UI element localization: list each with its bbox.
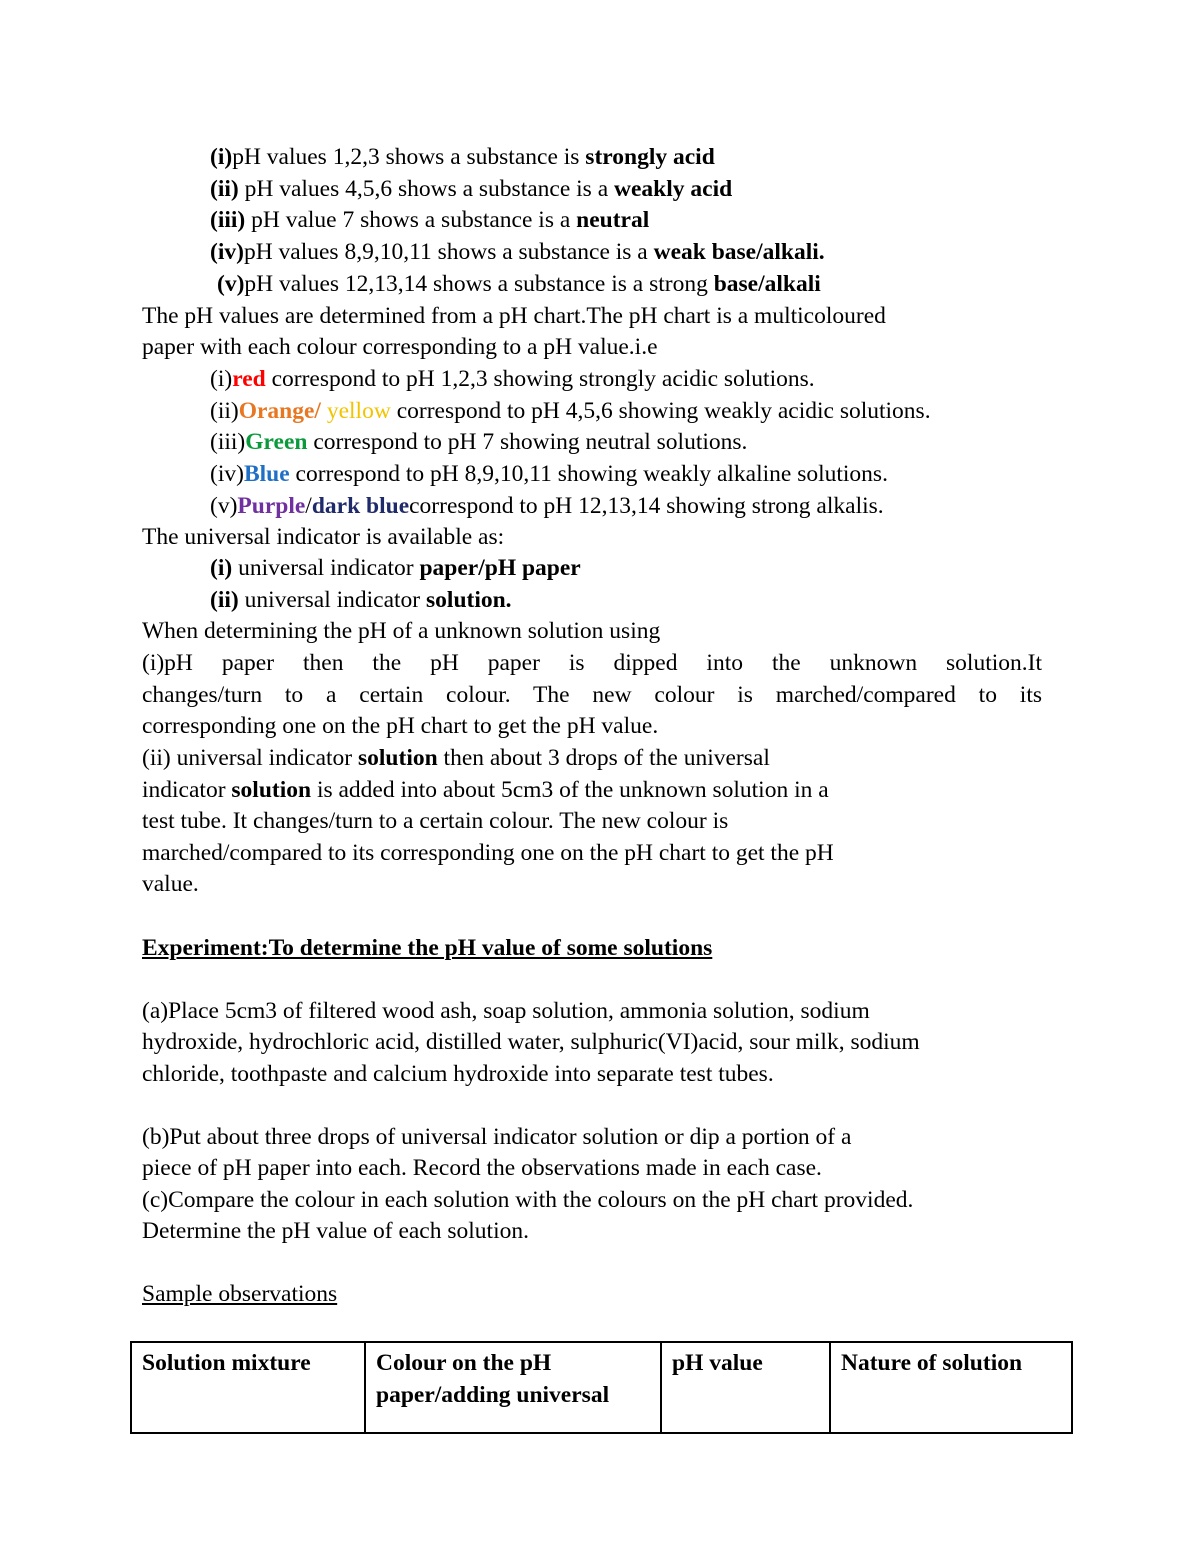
table-header-row — [131, 1342, 1072, 1433]
paragraph-line — [142, 775, 829, 805]
ph-range-item — [210, 205, 649, 235]
paragraph-line: (b)Put about three drops of universal indicator solution or dip a portion of a — [142, 1124, 852, 1150]
table-header-cell: Colour on the pH paper/adding universal — [365, 1342, 661, 1433]
ph-range-item — [210, 174, 732, 204]
item-text: pH values 8,9,10,11 shows a substance is a — [243, 239, 654, 265]
item-number: (ii) — [210, 176, 239, 202]
paragraph-line: (c)Compare the colour in each solution with the colours on the pH chart provided. — [142, 1187, 914, 1213]
chart-color-item — [210, 364, 815, 394]
experiment-title: Experiment:To determine the pH value of some solutions — [142, 935, 713, 961]
item-number: (v) — [210, 493, 238, 519]
paragraph-line: chloride, toothpaste and calcium hydroxide into separate test tubes. — [142, 1061, 774, 1087]
item-number: (v) — [217, 271, 245, 297]
color-word-blue: Blue — [243, 461, 290, 487]
item-text: correspond to pH 7 showing neutral solutions. — [307, 429, 748, 455]
bold-text: solution — [358, 745, 438, 771]
paragraph-line: When determining the pH of a unknown solution using — [142, 618, 661, 644]
item-number: (ii) — [210, 398, 239, 424]
table-header-cell: Solution mixture — [131, 1342, 365, 1433]
sample-heading: Sample observations — [142, 1281, 338, 1307]
item-text: pH values 1,2,3 shows a substance is — [232, 144, 586, 170]
item-bold-text: paper/pH paper — [419, 555, 581, 581]
paragraph-line — [142, 743, 770, 773]
color-word-red: red — [232, 366, 266, 392]
item-bold-text: strongly acid — [585, 144, 715, 170]
item-number: (i) — [210, 366, 233, 392]
paragraph-line: paper with each colour corresponding to a pH value.i.e — [142, 334, 658, 360]
item-bold-text: base/alkali — [713, 271, 821, 297]
text-span: then about 3 drops of the universal — [437, 745, 770, 771]
item-number: (iv) — [210, 461, 244, 487]
color-word-dark-blue: dark blue — [311, 493, 410, 519]
color-word-yellow: yellow — [320, 398, 391, 424]
text-span: (ii) universal indicator — [142, 745, 358, 771]
item-text: pH value 7 shows a substance is a — [245, 207, 577, 233]
item-number: (iv) — [210, 239, 244, 265]
paragraph-line: piece of pH paper into each. Record the observations made in each case. — [142, 1155, 822, 1181]
item-number: (iii) — [210, 429, 246, 455]
paragraph-line: Determine the pH value of each solution. — [142, 1218, 529, 1244]
ph-range-item — [217, 269, 821, 299]
paragraph-line: hydroxide, hydrochloric acid, distilled water, sulphuric(VI)acid, sour milk, sodium — [142, 1029, 920, 1055]
color-word-orange: Orange/ — [238, 398, 321, 424]
item-text: correspond to pH 8,9,10,11 showing weakly alkaline solutions. — [289, 461, 888, 487]
observations-table — [130, 1341, 1073, 1434]
paragraph-line: changes/turn to a certain colour. The new colour is marched/compared to its — [142, 682, 1042, 708]
item-number: (i) — [210, 144, 233, 170]
item-text: universal indicator — [232, 555, 420, 581]
indicator-form-item — [210, 553, 581, 583]
chart-color-item — [210, 459, 888, 489]
item-text: correspond to pH 12,13,14 showing strong alkalis. — [409, 493, 884, 519]
ph-range-item — [210, 237, 825, 267]
experiment-heading — [142, 933, 712, 963]
paragraph-line: The universal indicator is available as: — [142, 524, 505, 550]
item-text: universal indicator — [238, 587, 427, 613]
item-number: (iii) — [210, 207, 246, 233]
item-text: correspond to pH 1,2,3 showing strongly acidic solutions. — [265, 366, 815, 392]
paragraph-line: (a)Place 5cm3 of filtered wood ash, soap solution, ammonia solution, sodium — [142, 998, 870, 1024]
table-header-cell: pH value — [661, 1342, 830, 1433]
item-number: (ii) — [210, 587, 239, 613]
table-header-cell: Nature of solution — [830, 1342, 1072, 1433]
paragraph-line: value. — [142, 871, 199, 897]
separator: / — [305, 493, 312, 519]
item-bold-text: neutral — [576, 207, 650, 233]
color-word-purple: Purple — [237, 493, 306, 519]
item-text: correspond to pH 4,5,6 showing weakly acidic solutions. — [390, 398, 931, 424]
paragraph-line: (i)pH paper then the pH paper is dipped into the unknown solution.It — [142, 650, 1042, 676]
text-span: indicator — [142, 777, 232, 803]
item-bold-text: solution. — [426, 587, 512, 613]
item-text: pH values 12,13,14 shows a substance is a strong — [244, 271, 714, 297]
item-text: pH values 4,5,6 shows a substance is a — [238, 176, 615, 202]
item-bold-text: weak base/alkali. — [653, 239, 825, 265]
paragraph-line: marched/compared to its corresponding one on the pH chart to get the pH — [142, 840, 834, 866]
text-span: is added into about 5cm3 of the unknown solution in a — [311, 777, 829, 803]
paragraph-line: The pH values are determined from a pH chart.The pH chart is a multicoloured — [142, 303, 886, 329]
item-bold-text: weakly acid — [614, 176, 733, 202]
bold-text: solution — [231, 777, 312, 803]
paragraph-line: test tube. It changes/turn to a certain colour. The new colour is — [142, 808, 729, 834]
paragraph-line: corresponding one on the pH chart to get the pH value. — [142, 713, 659, 739]
color-word-green: Green — [245, 429, 308, 455]
item-number: (i) — [210, 555, 233, 581]
chart-color-item — [210, 427, 747, 457]
indicator-form-item — [210, 585, 512, 615]
chart-color-item — [210, 491, 884, 521]
ph-range-item — [210, 142, 715, 172]
chart-color-item — [210, 396, 931, 426]
